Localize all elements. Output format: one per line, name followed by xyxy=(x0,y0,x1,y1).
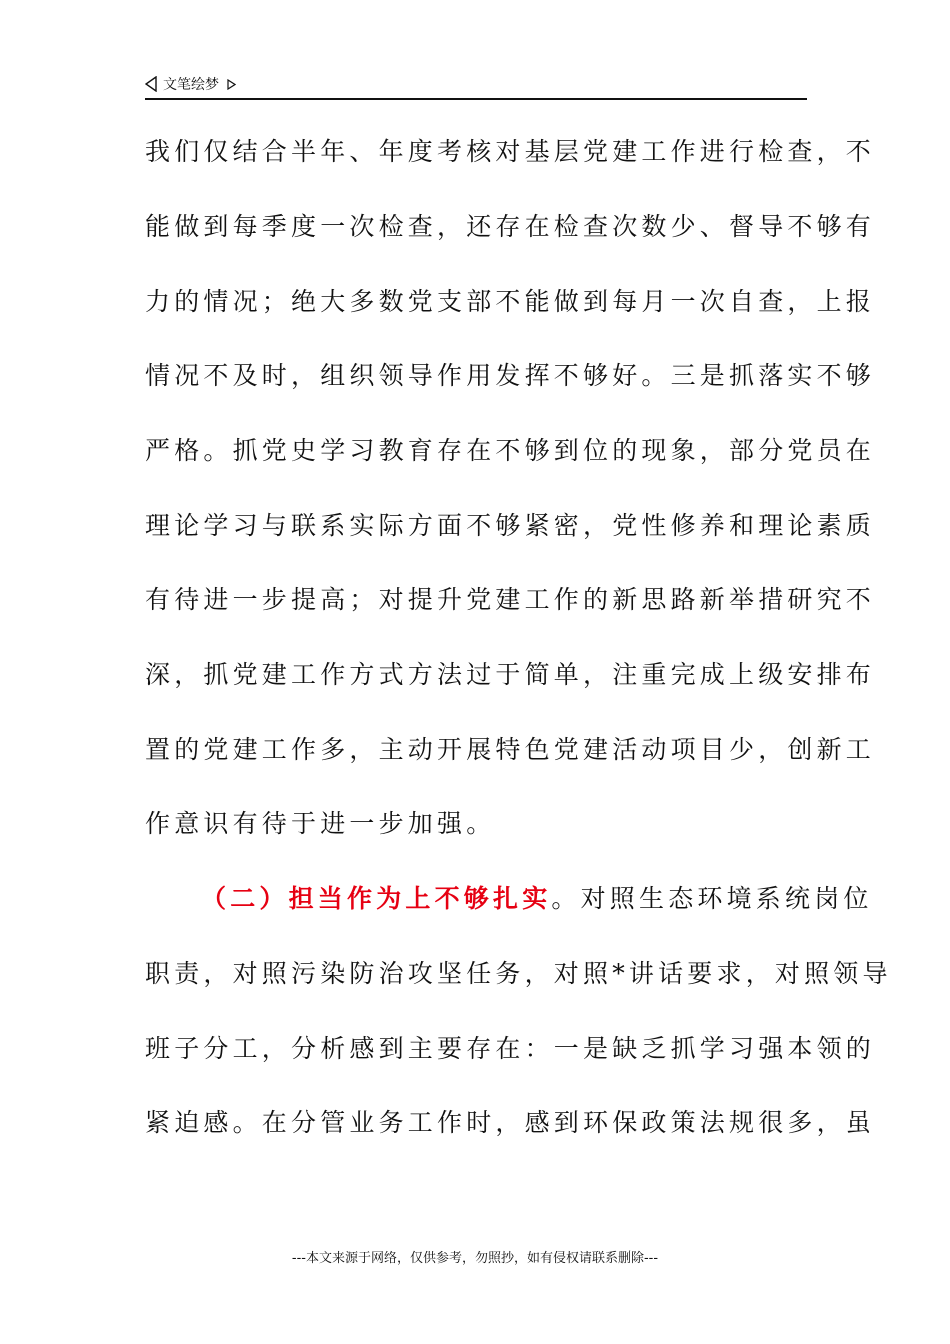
section-heading: （二）担当作为上不够扎实 xyxy=(201,884,552,913)
text-line: 情况不及时，组织领导作用发挥不够好。三是抓落实不够 xyxy=(145,361,876,390)
triangle-left-icon xyxy=(145,76,157,92)
text-line: 我们仅结合半年、年度考核对基层党建工作进行检查，不 xyxy=(145,137,876,166)
section-heading-line xyxy=(201,884,873,914)
page-footer: ---本文来源于网络，仅供参考，勿照抄，如有侵权请联系删除--- xyxy=(291,1251,659,1266)
triangle-right-icon xyxy=(227,79,236,90)
text-line: 作意识有待于进一步加强。 xyxy=(145,809,496,838)
text-line: 严格。抓党史学习教育存在不够到位的现象，部分党员在 xyxy=(145,436,876,465)
text-line: 置的党建工作多，主动开展特色党建活动项目少，创新工 xyxy=(145,735,876,764)
text-line: 理论学习与联系实际方面不够紧密，党性修养和理论素质 xyxy=(145,511,876,540)
page-header xyxy=(145,72,807,100)
text-line: 班子分工，分析感到主要存在：一是缺乏抓学习强本领的 xyxy=(145,1034,876,1063)
text-line: 紧迫感。在分管业务工作时，感到环保政策法规很多，虽 xyxy=(145,1108,876,1137)
brand-name: 文笔绘梦 xyxy=(163,77,219,93)
text-line: 力的情况；绝大多数党支部不能做到每月一次自查，上报 xyxy=(145,287,876,316)
text-line: 能做到每季度一次检查，还存在检查次数少、督导不够有 xyxy=(145,212,876,241)
text-line: 有待进一步提高；对提升党建工作的新思路新举措研究不 xyxy=(145,585,876,614)
section-heading-rest: 。对照生态环境系统岗位 xyxy=(551,884,873,913)
text-line: 职责，对照污染防治攻坚任务，对照*讲话要求，对照领导 xyxy=(145,959,892,988)
text-line: 深，抓党建工作方式方法过于简单，注重完成上级安排布 xyxy=(145,660,876,689)
header-brand xyxy=(145,74,236,94)
